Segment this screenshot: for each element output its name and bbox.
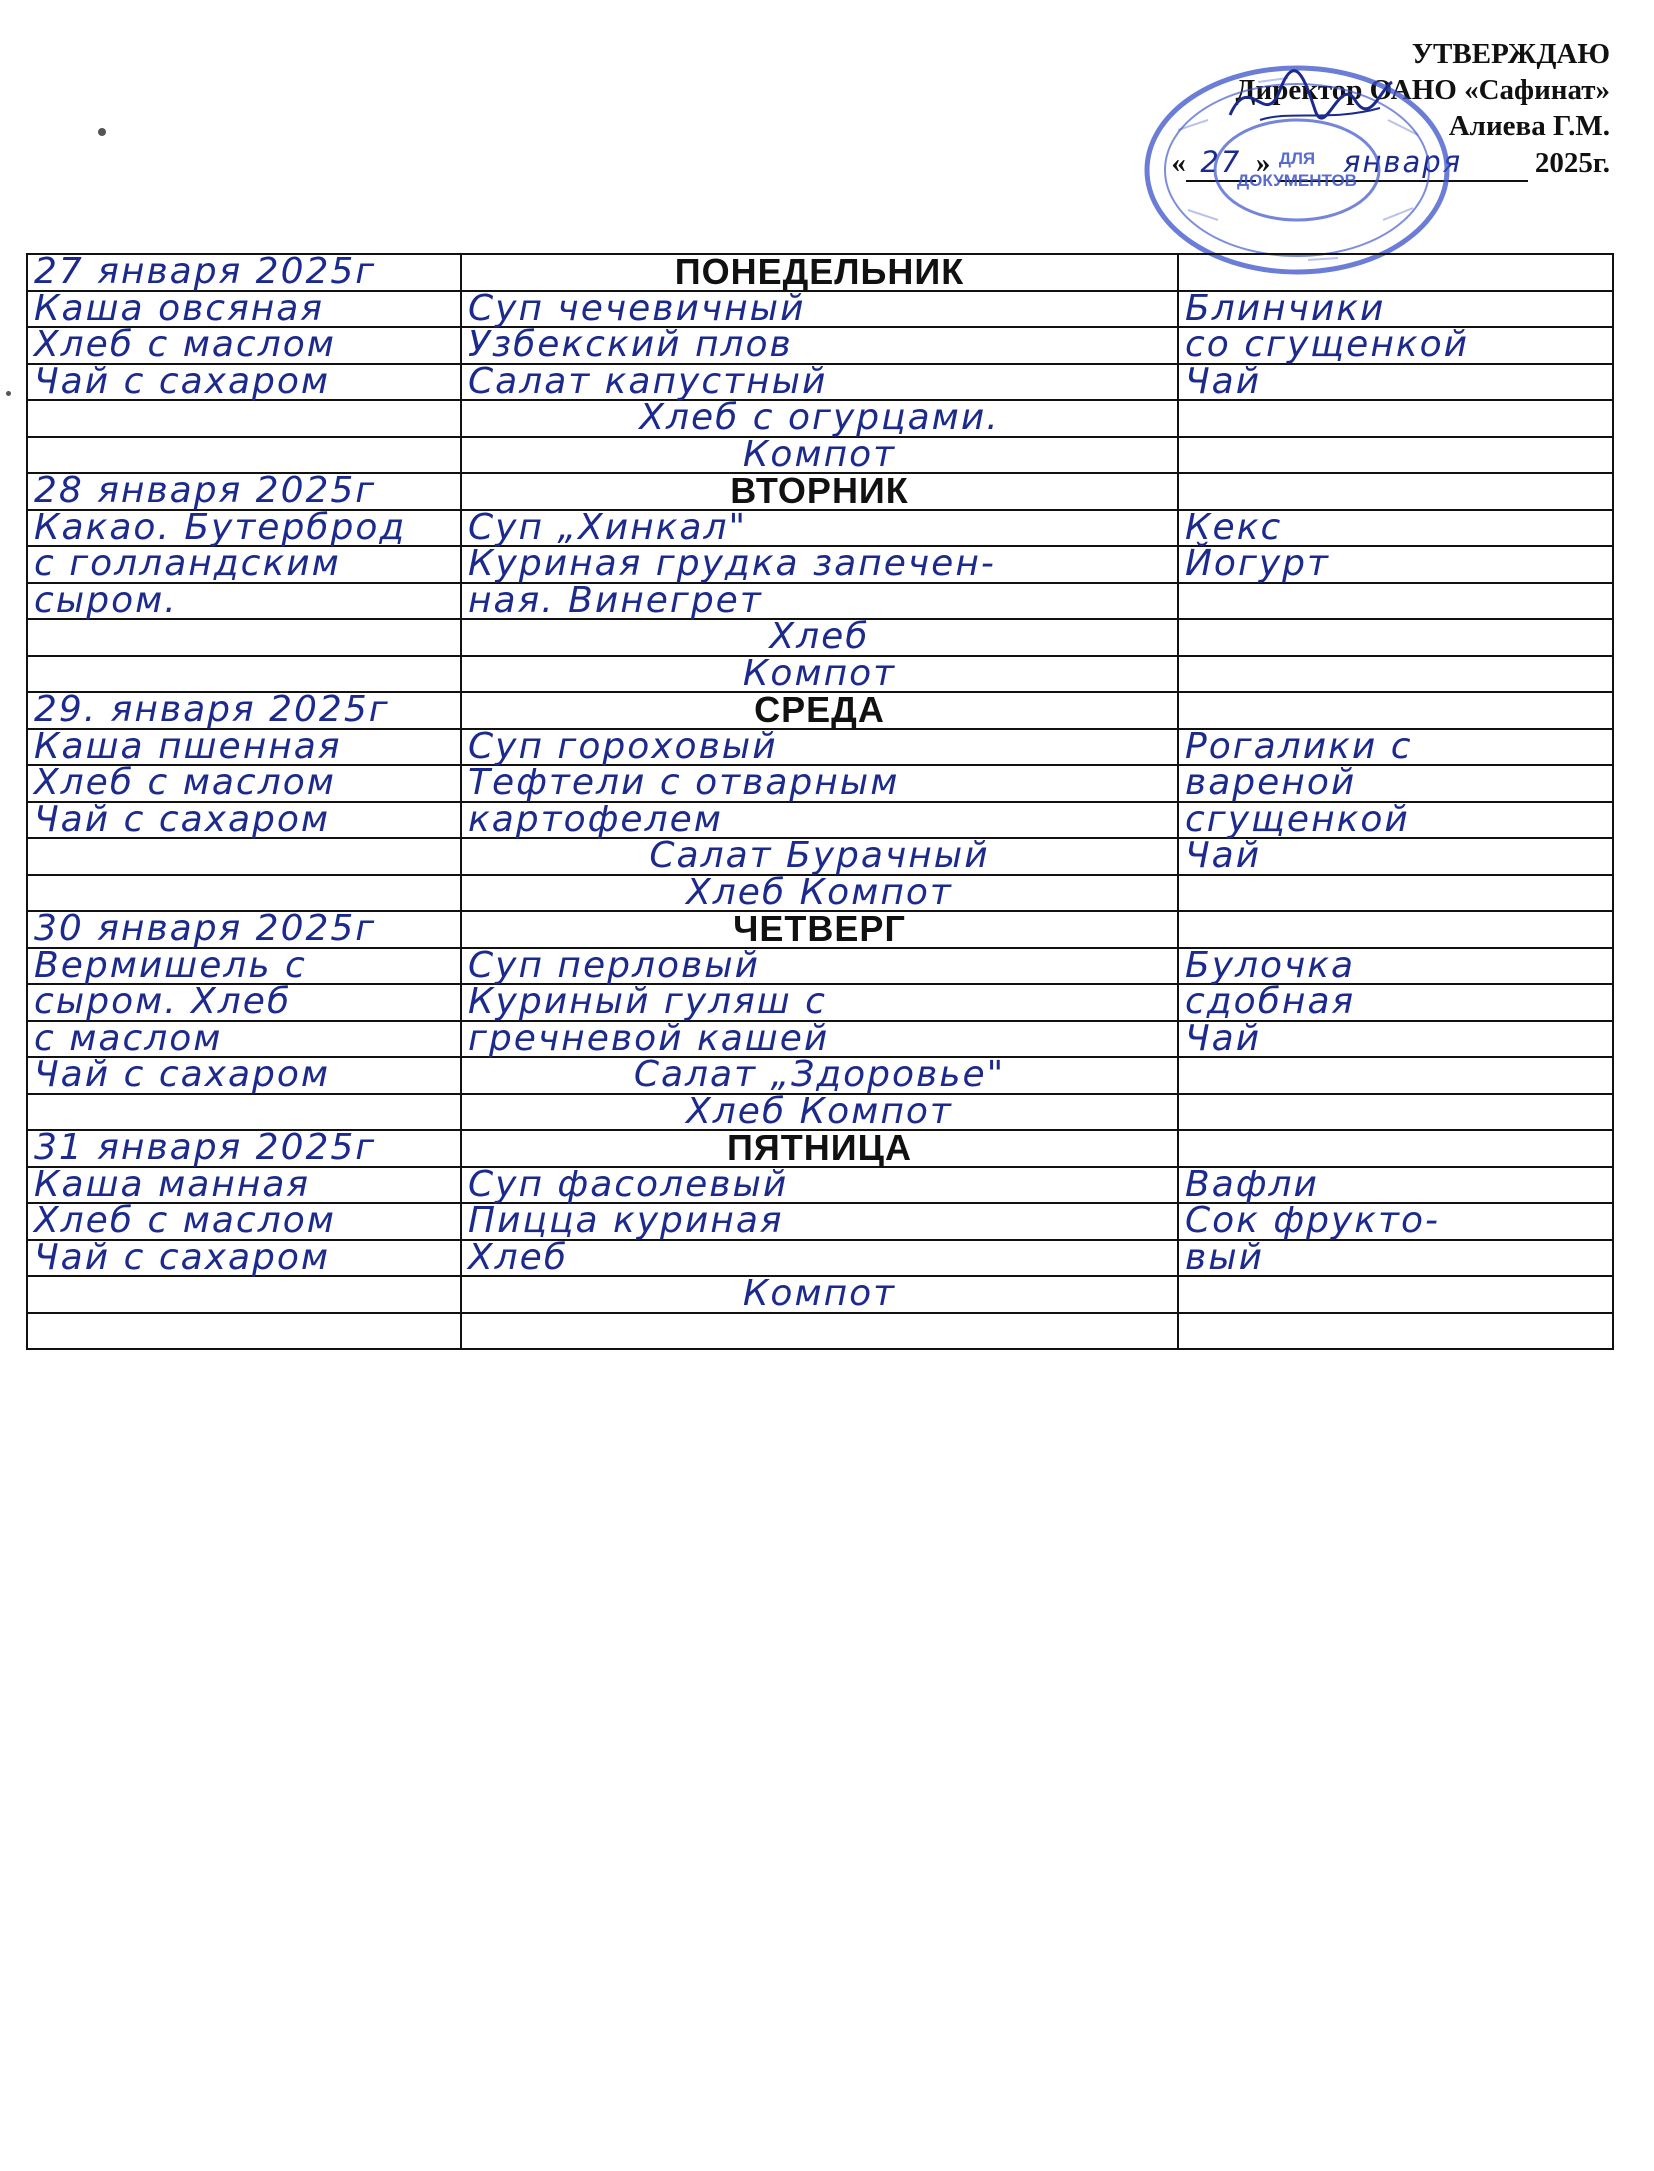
breakfast-cell <box>27 400 461 437</box>
snack-cell <box>1178 875 1613 912</box>
snack-cell: Чай <box>1178 838 1613 875</box>
breakfast-cell: с маслом <box>27 1021 461 1058</box>
stamp-line-1: ДЛЯ <box>1278 149 1316 168</box>
lunch-cell: Узбекский плов <box>461 327 1178 364</box>
lunch-cell: Куриный гуляш с <box>461 984 1178 1021</box>
snack-cell <box>1178 619 1613 656</box>
approval-date-open: « <box>1171 147 1186 179</box>
menu-row <box>27 327 1613 364</box>
menu-table-body <box>27 251 1613 1349</box>
snack-cell: Вафли <box>1178 1167 1613 1204</box>
menu-row <box>27 510 1613 547</box>
snack-cell <box>1178 1313 1613 1350</box>
lunch-cell: Хлеб Компот <box>461 1094 1178 1131</box>
snack-cell <box>1178 400 1613 437</box>
breakfast-cell: Хлеб с маслом <box>27 1203 461 1240</box>
day-header-row <box>27 254 1613 291</box>
breakfast-cell <box>27 1276 461 1313</box>
menu-row <box>27 1313 1613 1350</box>
lunch-cell: Суп гороховый <box>461 729 1178 766</box>
menu-table <box>26 253 1614 1350</box>
day-date: 30 января 2025г <box>27 911 461 948</box>
day-header-row <box>27 911 1613 948</box>
lunch-cell: Салат „Здоровье" <box>461 1057 1178 1094</box>
menu-row <box>27 619 1613 656</box>
day-title: ВТОРНИК <box>461 473 1178 510</box>
breakfast-cell: Какао. Бутерброд <box>27 510 461 547</box>
menu-row <box>27 1240 1613 1277</box>
menu-row <box>27 1094 1613 1131</box>
snack-cell: Кекс <box>1178 510 1613 547</box>
lunch-cell: Компот <box>461 656 1178 693</box>
day-header-empty <box>1178 254 1613 291</box>
breakfast-cell: Хлеб с маслом <box>27 765 461 802</box>
lunch-cell: ная. Винегрет <box>461 583 1178 620</box>
lunch-cell: Суп „Хинкал" <box>461 510 1178 547</box>
day-title: ЧЕТВЕРГ <box>461 911 1178 948</box>
breakfast-cell: Чай с сахаром <box>27 1057 461 1094</box>
approval-date-month: января <box>1278 144 1528 182</box>
day-date: 27 января 2025г <box>27 254 461 291</box>
breakfast-cell <box>27 656 461 693</box>
approval-date-day: 27 <box>1186 144 1256 182</box>
lunch-cell: Салат капустный <box>461 364 1178 401</box>
breakfast-cell: сыром. <box>27 583 461 620</box>
snack-cell: Блинчики <box>1178 291 1613 328</box>
menu-row <box>27 291 1613 328</box>
menu-row <box>27 1021 1613 1058</box>
menu-row <box>27 656 1613 693</box>
menu-row <box>27 583 1613 620</box>
stamp-line-2: ДОКУМЕНТОВ <box>1237 171 1357 190</box>
day-header-row <box>27 1130 1613 1167</box>
menu-row <box>27 838 1613 875</box>
approval-date-close: » <box>1255 147 1271 179</box>
day-title: ПОНЕДЕЛЬНИК <box>461 254 1178 291</box>
snack-cell: Чай <box>1178 364 1613 401</box>
snack-cell: Йогурт <box>1178 546 1613 583</box>
breakfast-cell <box>27 1094 461 1131</box>
day-header-empty <box>1178 692 1613 729</box>
menu-row <box>27 546 1613 583</box>
breakfast-cell: Чай с сахаром <box>27 1240 461 1277</box>
lunch-cell: Хлеб Компот <box>461 875 1178 912</box>
snack-cell <box>1178 1057 1613 1094</box>
menu-row <box>27 948 1613 985</box>
menu-row <box>27 1057 1613 1094</box>
menu-row <box>27 729 1613 766</box>
lunch-cell: Компот <box>461 437 1178 474</box>
menu-row <box>27 1203 1613 1240</box>
signature-scribble <box>1220 60 1400 140</box>
lunch-cell: Суп чечевичный <box>461 291 1178 328</box>
approval-date-year: 2025г. <box>1534 147 1610 179</box>
lunch-cell: Компот <box>461 1276 1178 1313</box>
menu-row <box>27 765 1613 802</box>
snack-cell: со сгущенкой <box>1178 327 1613 364</box>
snack-cell <box>1178 1094 1613 1131</box>
day-header-row <box>27 473 1613 510</box>
lunch-cell: Пицца куриная <box>461 1203 1178 1240</box>
snack-cell: Булочка <box>1178 948 1613 985</box>
approval-position: Директор ОАНО «Сафинат» <box>1235 74 1610 106</box>
snack-cell <box>1178 583 1613 620</box>
breakfast-cell <box>27 619 461 656</box>
day-header-empty <box>1178 911 1613 948</box>
snack-cell <box>1178 656 1613 693</box>
day-title: ПЯТНИЦА <box>461 1130 1178 1167</box>
menu-row <box>27 400 1613 437</box>
menu-row <box>27 364 1613 401</box>
lunch-cell: Суп перловый <box>461 948 1178 985</box>
breakfast-cell: Каша манная <box>27 1167 461 1204</box>
snack-cell <box>1178 1276 1613 1313</box>
snack-cell: Чай <box>1178 1021 1613 1058</box>
lunch-cell: Хлеб с огурцами. <box>461 400 1178 437</box>
snack-cell: Сок фрукто- <box>1178 1203 1613 1240</box>
breakfast-cell <box>27 875 461 912</box>
menu-row <box>27 437 1613 474</box>
scan-speck <box>98 128 106 136</box>
lunch-cell: Суп фасолевый <box>461 1167 1178 1204</box>
lunch-cell: Хлеб <box>461 1240 1178 1277</box>
approval-title: УТВЕРЖДАЮ <box>1411 38 1610 70</box>
breakfast-cell: Хлеб с маслом <box>27 327 461 364</box>
lunch-cell: картофелем <box>461 802 1178 839</box>
breakfast-cell: сыром. Хлеб <box>27 984 461 1021</box>
day-date: 28 января 2025г <box>27 473 461 510</box>
day-header-empty <box>1178 473 1613 510</box>
scan-speck <box>6 391 11 396</box>
lunch-cell: Тефтели с отварным <box>461 765 1178 802</box>
snack-cell: сдобная <box>1178 984 1613 1021</box>
snack-cell: вареной <box>1178 765 1613 802</box>
lunch-cell: Хлеб <box>461 619 1178 656</box>
day-title: СРЕДА <box>461 692 1178 729</box>
snack-cell: сгущенкой <box>1178 802 1613 839</box>
snack-cell: вый <box>1178 1240 1613 1277</box>
breakfast-cell: с голландским <box>27 546 461 583</box>
day-date: 31 января 2025г <box>27 1130 461 1167</box>
breakfast-cell: Каша овсяная <box>27 291 461 328</box>
breakfast-cell <box>27 838 461 875</box>
snack-cell: Рогалики с <box>1178 729 1613 766</box>
breakfast-cell: Вермишель с <box>27 948 461 985</box>
breakfast-cell: Каша пшенная <box>27 729 461 766</box>
day-date: 29. января 2025г <box>27 692 461 729</box>
day-header-row <box>27 692 1613 729</box>
lunch-cell: Куриная грудка запечен- <box>461 546 1178 583</box>
lunch-cell: гречневой кашей <box>461 1021 1178 1058</box>
breakfast-cell: Чай с сахаром <box>27 802 461 839</box>
snack-cell <box>1178 437 1613 474</box>
breakfast-cell: Чай с сахаром <box>27 364 461 401</box>
menu-row <box>27 802 1613 839</box>
lunch-cell <box>461 1313 1178 1350</box>
menu-row <box>27 984 1613 1021</box>
approval-signatory: Алиева Г.М. <box>1448 110 1610 142</box>
menu-row <box>27 875 1613 912</box>
breakfast-cell <box>27 1313 461 1350</box>
menu-row <box>27 1276 1613 1313</box>
menu-row <box>27 1167 1613 1204</box>
lunch-cell: Салат Бурачный <box>461 838 1178 875</box>
breakfast-cell <box>27 437 461 474</box>
day-header-empty <box>1178 1130 1613 1167</box>
